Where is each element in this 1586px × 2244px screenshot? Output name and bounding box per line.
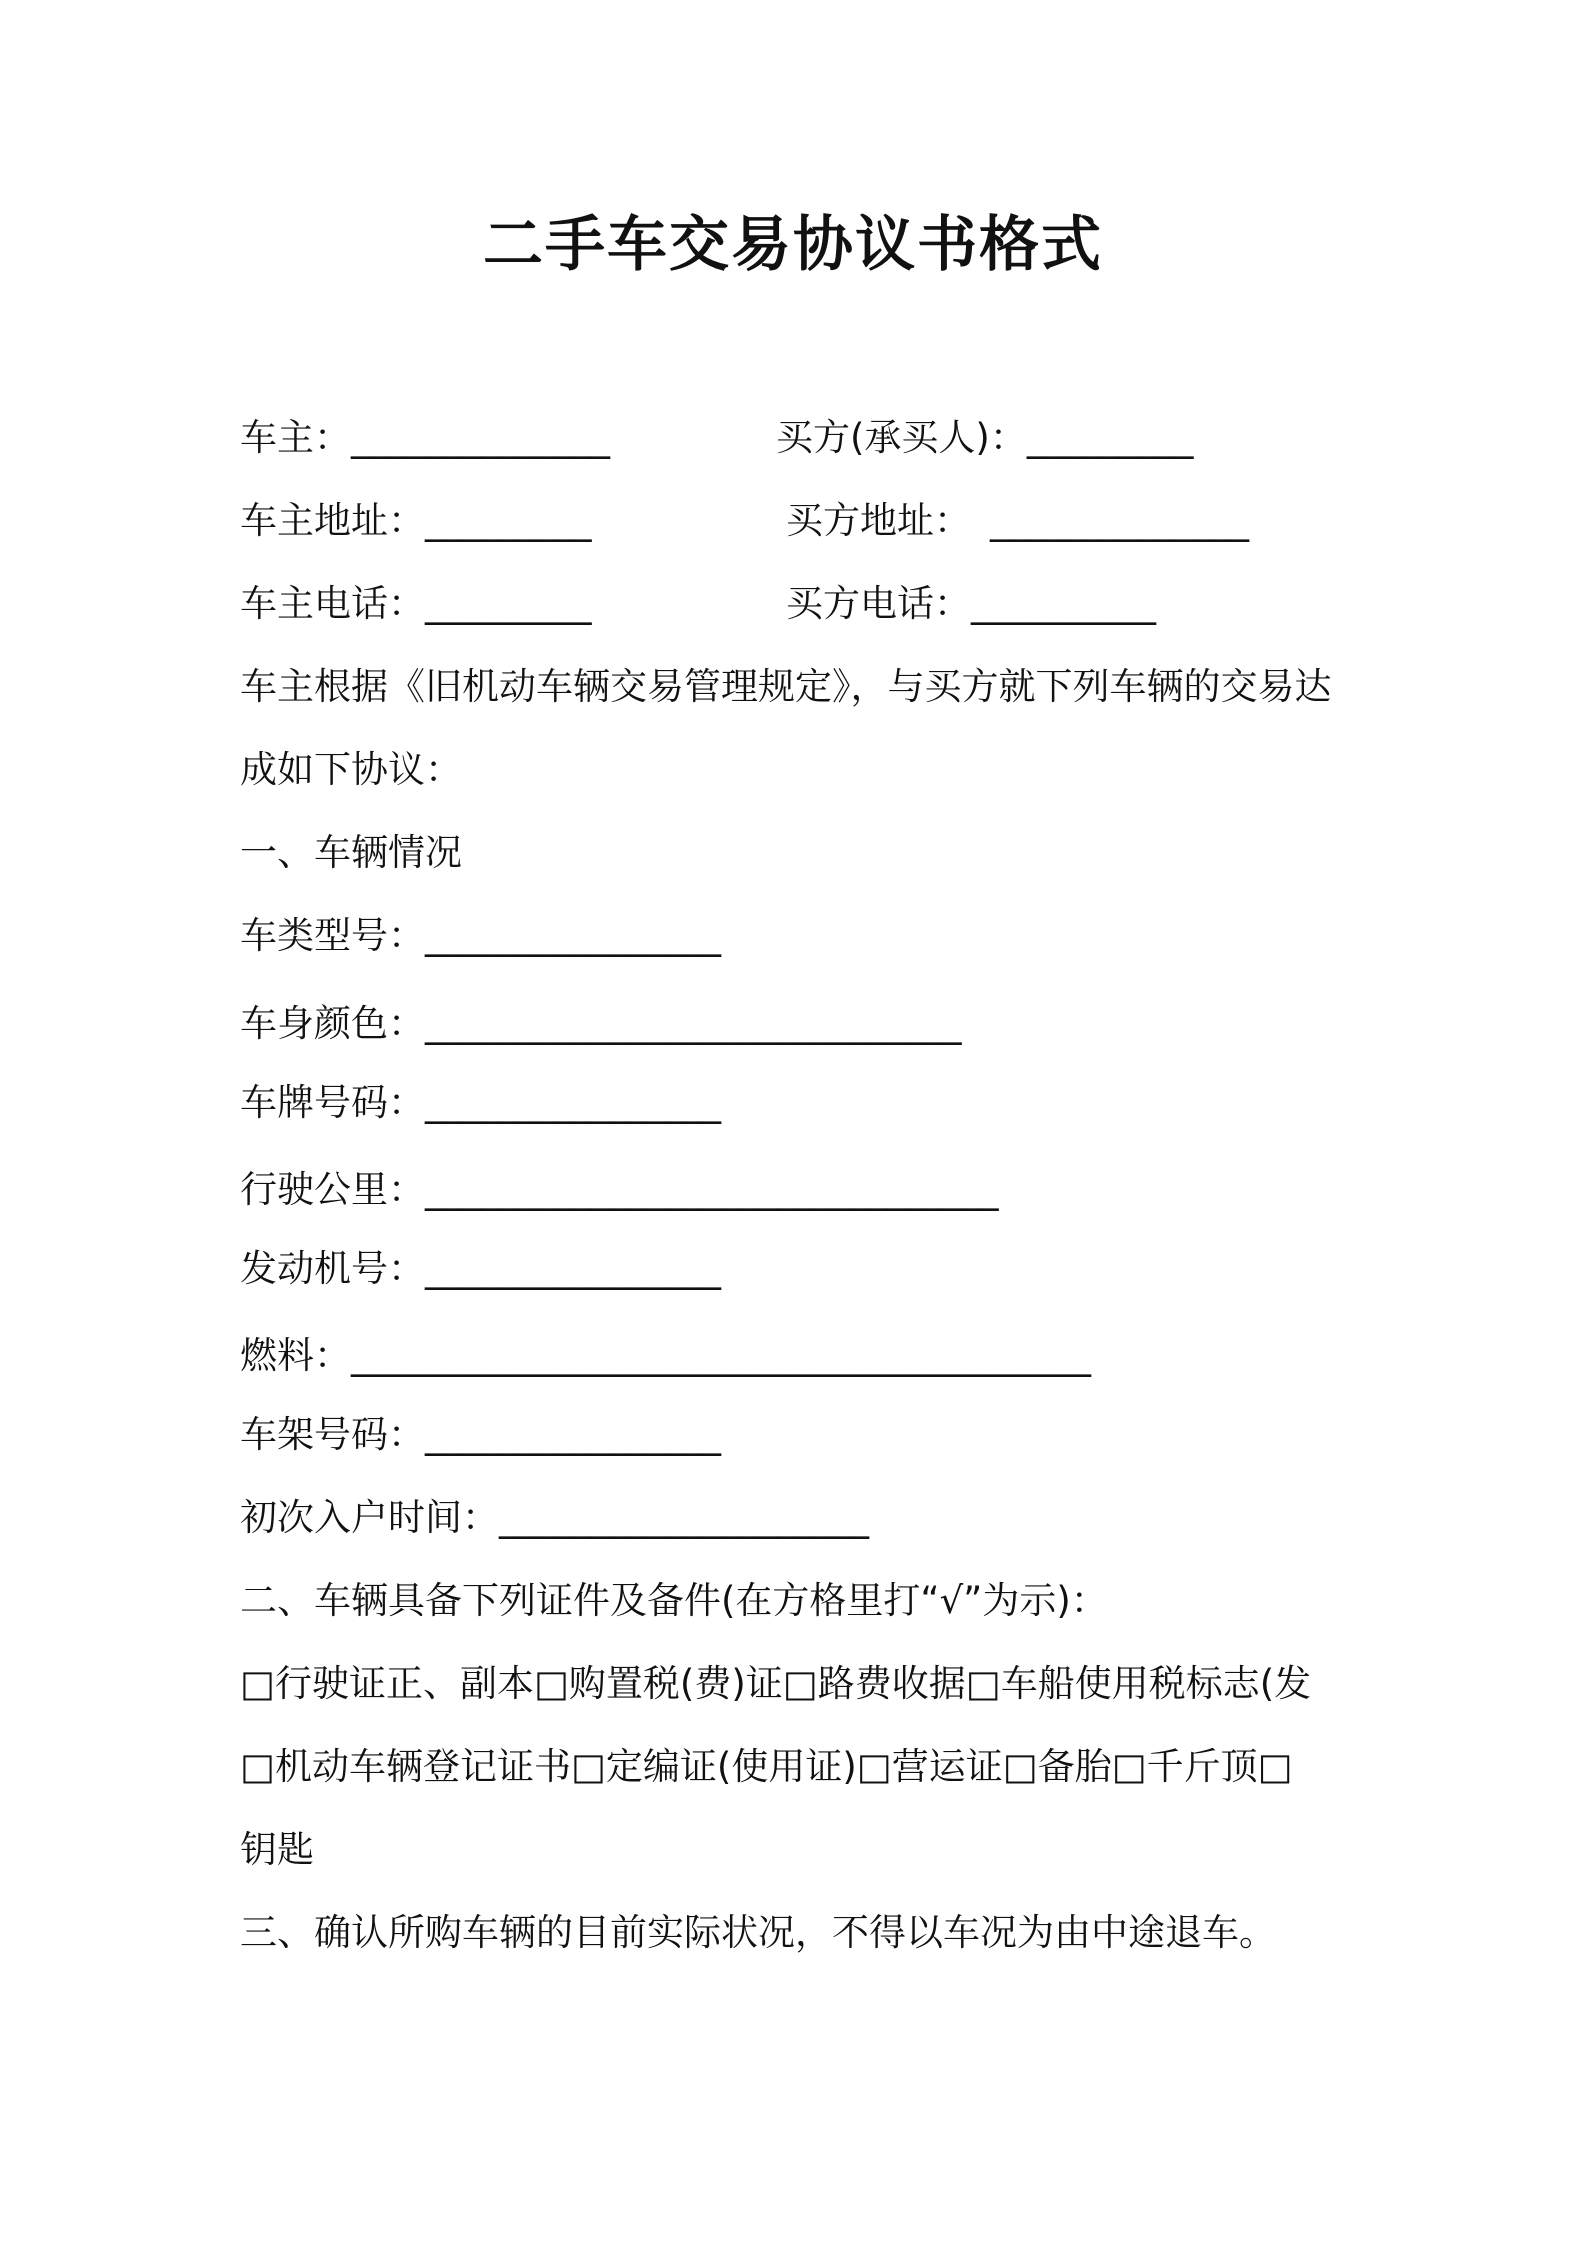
plate-number-field: 车牌号码：________________ [240, 1081, 721, 1124]
owner-address-field: 车主地址：_________ [240, 499, 592, 542]
section-1-heading: 一、车辆情况 [240, 831, 462, 874]
owner-phone-field: 车主电话：_________ [240, 582, 592, 625]
owner-field: 车主：______________ [240, 416, 610, 459]
documents-line-1: □行驶证正、副本□购置税(费)证□路费收据□车船使用税标志(发 [240, 1662, 1312, 1705]
intro-line-1: 车主根据《旧机动车辆交易管理规定》，与买方就下列车辆的交易达 [240, 665, 1332, 708]
fuel-field: 燃料：________________________________________ [240, 1334, 1091, 1377]
buyer-phone-field: 买方电话：__________ [786, 582, 1156, 625]
buyer-address-label: 买方地址： [786, 499, 971, 542]
document-title: 二手车交易协议书格式 [483, 210, 1103, 280]
documents-line-2: □机动车辆登记证书□定编证(使用证)□营运证□备胎□千斤顶□ [240, 1745, 1293, 1788]
engine-number-field: 发动机号：________________ [240, 1247, 721, 1290]
documents-line-3: 钥匙 [240, 1828, 314, 1871]
mileage-field: 行驶公里：_______________________________ [240, 1168, 999, 1211]
buyer-field: 买方(承买人)：_________ [776, 416, 1194, 459]
first-registration-field: 初次入户时间：____________________ [240, 1496, 869, 1539]
buyer-address-blank: ______________ [990, 499, 1249, 542]
frame-number-field: 车架号码：________________ [240, 1413, 721, 1456]
section-2-heading: 二、车辆具备下列证件及备件(在方格里打“√”为示)： [240, 1579, 1108, 1622]
vehicle-color-field: 车身颜色：_____________________________ [240, 1002, 962, 1045]
intro-line-2: 成如下协议： [240, 748, 462, 791]
section-3-heading: 三、确认所购车辆的目前实际状况，不得以车况为由中途退车。 [240, 1911, 1276, 1954]
vehicle-model-field: 车类型号：________________ [240, 914, 721, 957]
